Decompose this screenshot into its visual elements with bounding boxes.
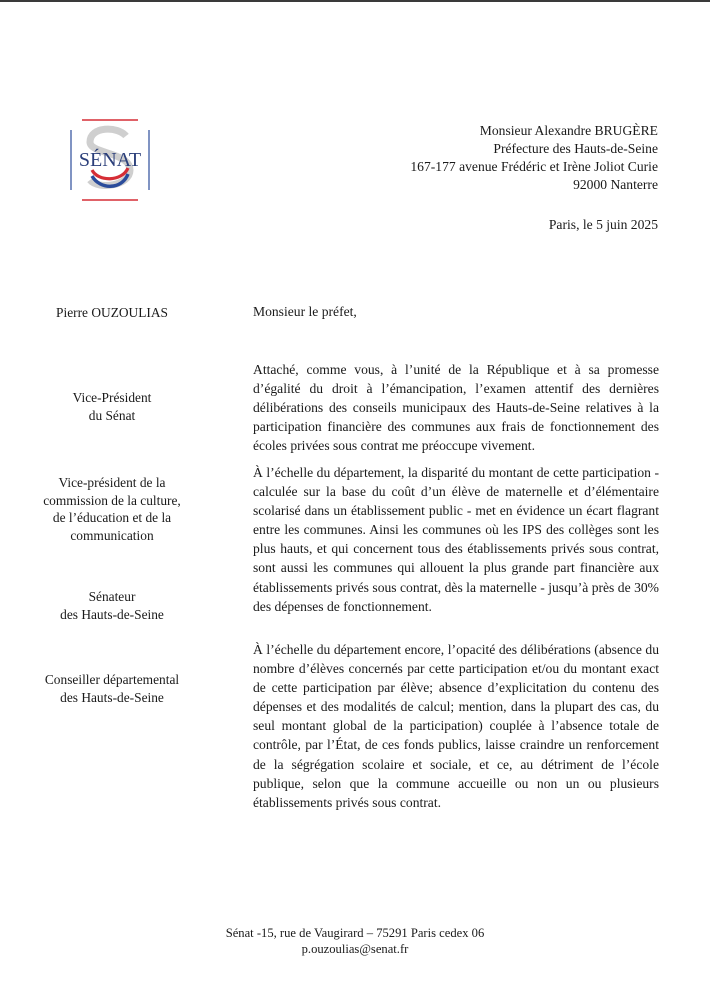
title-line: Vice-Président <box>72 390 152 405</box>
paragraph-3 <box>253 640 659 812</box>
footer-email[interactable]: p.ouzoulias@senat.fr <box>301 942 409 956</box>
sender-name: Pierre OUZOULIAS <box>56 305 168 320</box>
sender-title-senateur <box>22 588 202 623</box>
paragraph-text: À l’échelle du département, la disparité du montant de cette participation - calculée sur la base du coût d’un élève de maternelle et d’élémentaire scolarisé dans un établissement public - met en évidence un écart flagrant entre les communes. Ainsi les communes où les IPS des collèges sont les plus hauts, et qui concernent tous des établissements privés sous contrat, sont aussi les communes qui allouent la plus grande part financière aux établissements privés sous contrat, dès la maternelle - jusqu’à près de 30% des dépenses de fonctionnement. <box>253 465 659 614</box>
recipient-city: 92000 Nanterre <box>573 177 658 192</box>
title-line: de l’éducation et de la <box>52 510 172 525</box>
svg-text:SÉNAT: SÉNAT <box>78 149 142 171</box>
letter-date: Paris, le 5 juin 2025 <box>548 217 658 232</box>
title-line: Vice-président de la <box>58 475 166 490</box>
title-line: commission de la culture, <box>43 492 181 508</box>
senat-logo-icon <box>68 118 152 202</box>
paragraph-text: À l’échelle du département encore, l’opacité des délibérations (absence du nombre d’élèves concernés par cette participation et/ou du montant exact de cette participation par élève; absence d’explicitation du contenu des dépenses et des modalités de calcul; mention, dans la plupart des cas, du seul montant global de la participation) couplée à l’absence totale de contrôle, par l’État, de ces fonds publics, laisse craindre un renforcement de la ségrégation scolaire et sociale, et ce, au détriment de l’école publique, selon que la commune accueille ou non un ou plusieurs établissements privés sous contrat. <box>253 642 659 810</box>
paragraph-text: Attaché, comme vous, à l’unité de la République et à sa promesse d’égalité du droit à l’émancipation, l’examen attentif des dernières délibérations des conseils municipaux des Hauts-de-Seine relatives à la participation financière des communes aux frais de fonctionnement des écoles privées sous contrat me préoccupe vivement. <box>253 362 659 454</box>
paragraph-1 <box>253 360 659 455</box>
top-border <box>0 0 710 2</box>
salutation: Monsieur le préfet, <box>253 304 357 319</box>
sender-title-commission <box>22 474 202 544</box>
footer-address: Sénat -15, rue de Vaugirard – 75291 Paris cedex 06 <box>225 926 485 940</box>
recipient-office: Préfecture des Hauts-de-Seine <box>493 141 658 156</box>
title-line: des Hauts-de-Seine <box>60 606 164 622</box>
paragraph-2 <box>253 463 659 616</box>
footer <box>0 925 710 957</box>
senat-logo <box>68 118 152 202</box>
title-line: Sénateur <box>88 589 136 604</box>
recipient-address <box>410 122 658 194</box>
recipient-name: Monsieur Alexandre BRUGÈRE <box>479 123 658 138</box>
title-line: Conseiller départemental <box>44 672 180 687</box>
sender-title-vice-president <box>22 389 202 424</box>
recipient-street: 167-177 avenue Frédéric et Irène Joliot Curie <box>410 159 658 174</box>
title-line: du Sénat <box>88 407 136 423</box>
title-line: communication <box>70 527 154 543</box>
sender-title-conseiller <box>22 671 202 706</box>
title-line: des Hauts-de-Seine <box>60 689 164 705</box>
